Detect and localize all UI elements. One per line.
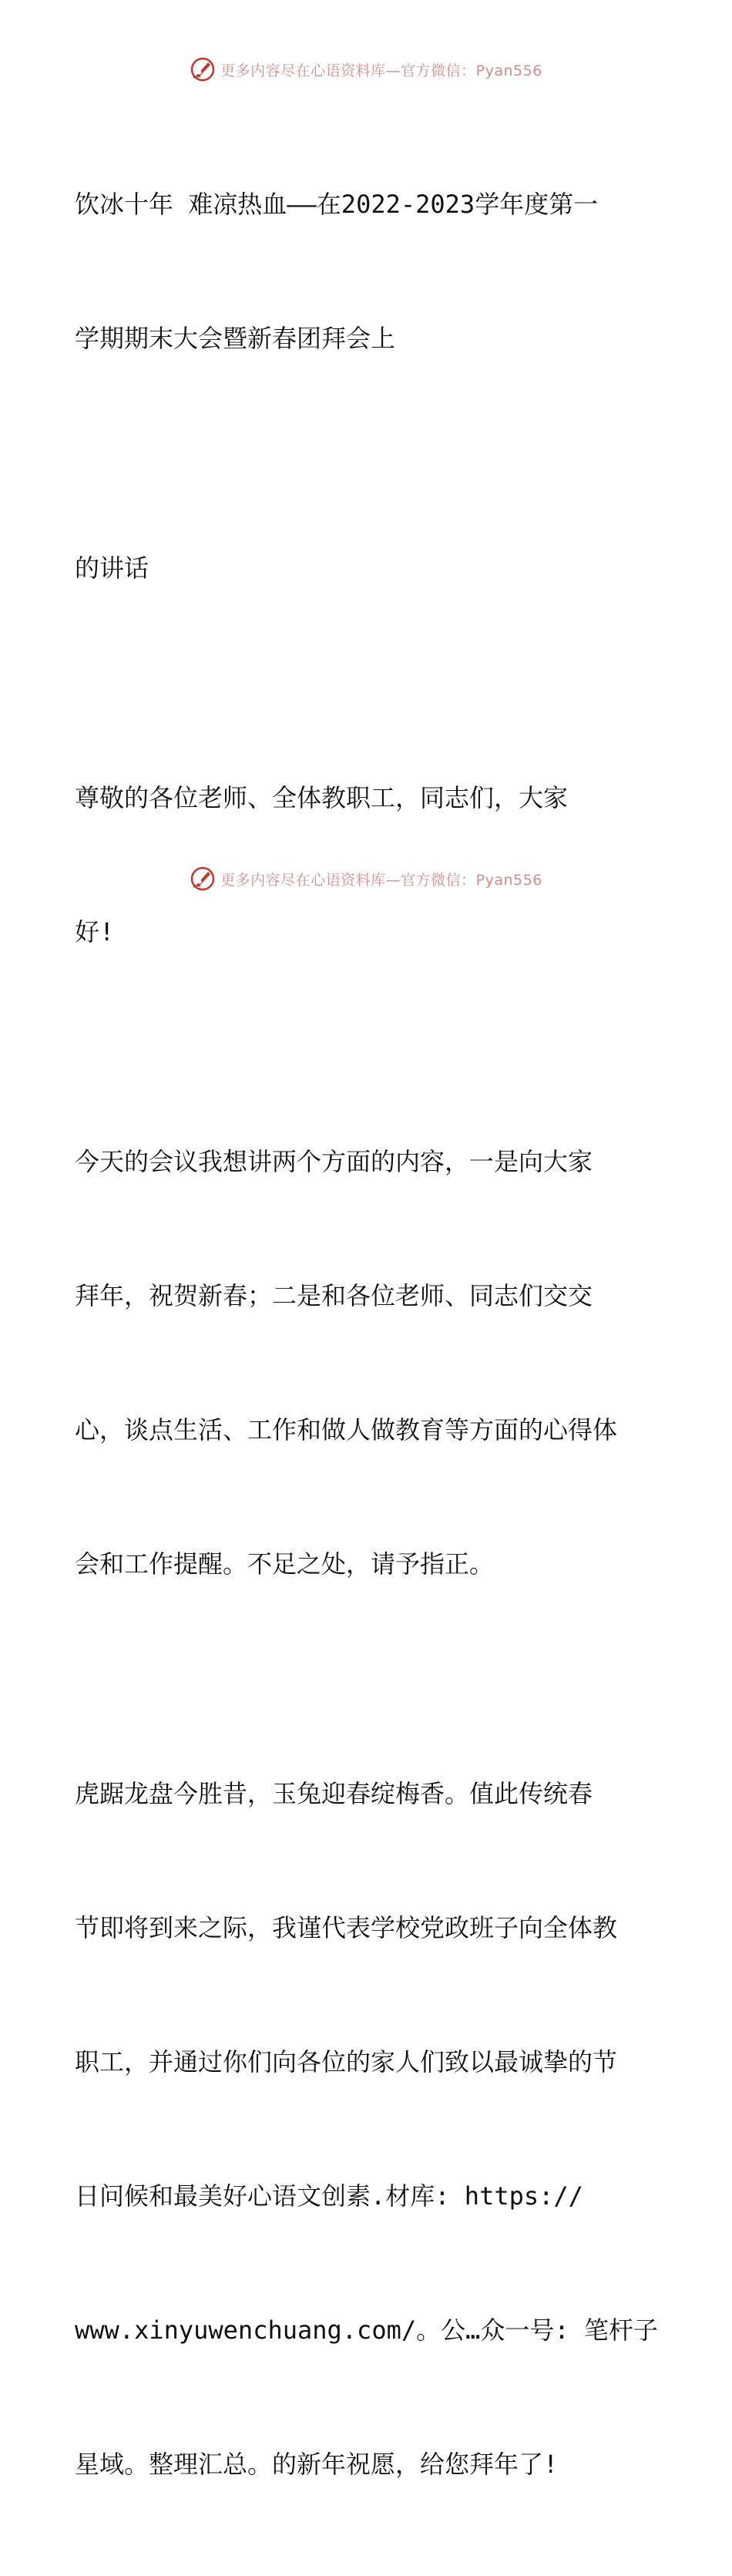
footer-banner <box>0 863 732 894</box>
paragraph-line: 职工，并通过你们向各位的家人们致以最诚挚的节 <box>75 2047 618 2077</box>
title-line: 学期期末大会暨新春团拜会上 <box>75 324 396 353</box>
document-body <box>75 92 660 2576</box>
paragraph-line: 今天的会议我想讲两个方面的内容，一是向大家 <box>75 1147 593 1176</box>
pen-logo-icon <box>190 866 216 892</box>
body-paragraph-1 <box>75 1050 660 1676</box>
paragraph-line: 心，谈点生活、工作和做人做教育等方面的心得体 <box>75 1415 618 1444</box>
paragraph-line: www.xinyuwenchuang.com/。公…众一号: 笔杆子 <box>75 2315 658 2345</box>
header-banner <box>0 54 732 85</box>
paragraph-line: 节即将到来之际，我谨代表学校党政班子向全体教 <box>75 1913 618 1942</box>
paragraph-line: 会和工作提醒。不足之处，请予指正。 <box>75 1549 495 1579</box>
paragraph-line: 日问候和最美好心语文创素.材库: https:// <box>75 2181 583 2211</box>
subtitle-line: 的讲话 <box>75 553 149 583</box>
title-line: 饮冰十年 难凉热血——在2022-2023学年度第一 <box>75 190 599 219</box>
document-subtitle <box>75 456 660 680</box>
body-paragraph-2 <box>75 1682 660 2576</box>
pen-logo-icon <box>190 56 216 82</box>
footer-banner-text: 更多内容尽在心语资料库—官方微信：Pyan556 <box>220 871 542 889</box>
paragraph-line: 星域。整理汇总。的新年祝愿，给您拜年了! <box>75 2450 559 2479</box>
greeting-line: 尊敬的各位老师、全体教职工，同志们，大家 <box>75 783 569 812</box>
paragraph-line: 拜年，祝贺新春；二是和各位老师、同志们交交 <box>75 1281 593 1310</box>
header-banner-text: 更多内容尽在心语资料库—官方微信：Pyan556 <box>220 62 542 79</box>
document-title <box>75 92 660 450</box>
greeting-line: 好! <box>75 917 115 947</box>
paragraph-line: 虎踞龙盘今胜昔，玉兔迎春绽梅香。值此传统春 <box>75 1779 593 1808</box>
